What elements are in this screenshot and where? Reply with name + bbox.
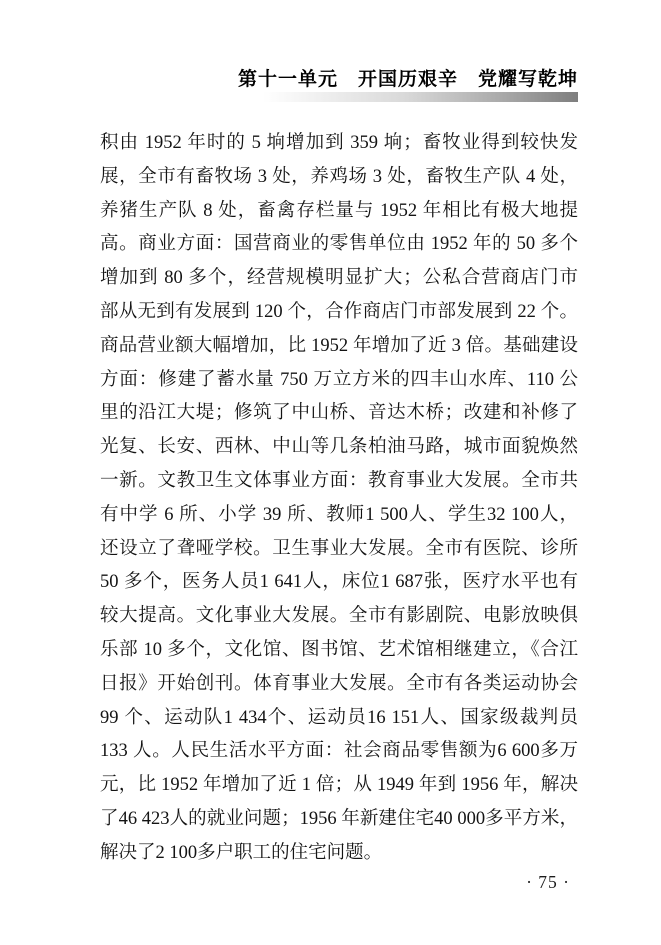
body-paragraph [100,127,578,871]
body-text-line: 元，比 1952 年增加了近 1 倍；从 1949 年到 1956 年，解决 [100,775,578,796]
body-text-line: 一新。文教卫生文体事业方面：教育事业大发展。全市共 [100,470,578,491]
body-text-line: 较大提高。文化事业大发展。全市有影剧院、电影放映俱 [100,606,578,627]
body-text-line: 商品营业额大幅增加，比 1952 年增加了近 3 倍。基础建设 [100,335,578,356]
body-text-line: 有中学 6 所、小学 39 所、教师1 500人、学生32 100人， [100,504,578,525]
body-text-line: 了46 423人的就业问题；1956 年新建住宅40 000多平方米， [100,808,578,829]
body-text-line: 展，全市有畜牧场 3 处，养鸡场 3 处，畜牧生产队 4 处， [100,166,578,187]
body-text-line: 乐部 10 多个，文化馆、图书馆、艺术馆相继建立，《合江 [100,639,578,660]
body-text-line: 50 多个，医务人员1 641人，床位1 687张，医疗水平也有 [100,572,578,593]
body-text-line: 解决了2 100多户职工的住宅问题。 [100,842,383,863]
body-text-line: 里的沿江大堤；修筑了中山桥、音达木桥；改建和补修了 [100,403,578,424]
body-text-line: 高。商业方面：国营商业的零售单位由 1952 年的 50 多个 [100,234,578,255]
body-text-line: 日报》开始创刊。体育事业大发展。全市有各类运动协会 [100,673,578,694]
header-gradient-rule [263,92,578,102]
body-text-line: 133 人。人民生活水平方面：社会商品零售额为6 600多万 [100,741,578,762]
body-text-line: 养猪生产队 8 处，畜禽存栏量与 1952 年相比有极大地提 [100,200,578,221]
body-text-line: 部从无到有发展到 120 个，合作商店门市部发展到 22 个。 [100,301,578,322]
body-text-line: 方面：修建了蓄水量 750 万立方米的四丰山水库、110 公 [100,369,578,390]
body-text-line: 增加到 80 多个，经营规模明显扩大；公私合营商店门市 [100,268,578,289]
chapter-header-title: 第十一单元 开国历艰辛 党耀写乾坤 [237,69,578,90]
body-text-line: 光复、长安、西林、中山等几条柏油马路，城市面貌焕然 [100,437,578,458]
body-text-line: 99 个、运动队1 434个、运动员16 151人、国家级裁判员 [100,707,578,728]
page-number: · 75 · [526,872,570,892]
body-text-line: 还设立了聋哑学校。卫生事业大发展。全市有医院、诊所 [100,538,578,559]
body-text-line: 积由 1952 年时的 5 垧增加到 359 垧；畜牧业得到较快发 [100,133,578,153]
